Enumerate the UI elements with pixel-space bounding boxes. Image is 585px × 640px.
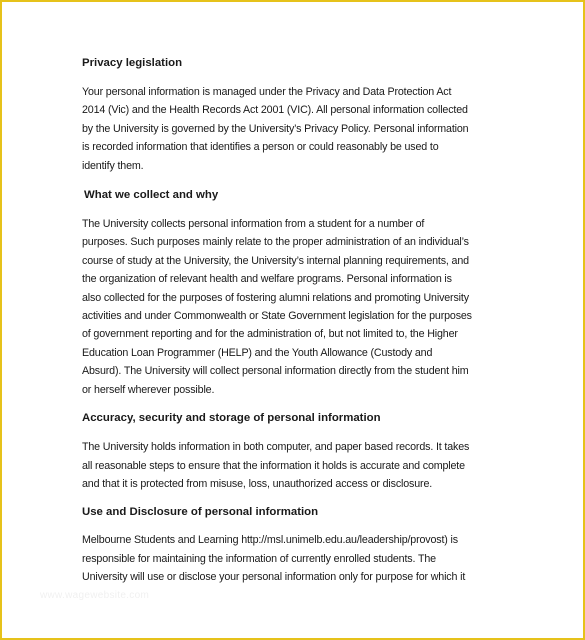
text-line: identify them. <box>82 159 144 172</box>
section-heading-what-we-collect: What we collect and why <box>84 189 219 202</box>
paragraph-privacy-legislation <box>82 83 492 175</box>
text-line: The University holds information in both computer, and paper based records. It takes <box>82 441 470 454</box>
text-line: by the University is governed by the University’s Privacy Policy. Personal information <box>82 122 469 135</box>
text-line: all reasonable steps to ensure that the information it holds is accurate and complete <box>82 459 465 472</box>
text-line: Education Loan Programmer (HELP) and the Youth Allowance (Custody and <box>82 346 433 359</box>
text-line: University will use or disclose your personal information only for purpose for which it <box>82 571 466 584</box>
section-heading-use-and-disclosure: Use and Disclosure of personal information <box>82 506 319 519</box>
text-line: purposes. Such purposes mainly relate to the proper administration of an individual’s <box>82 236 469 249</box>
text-line: responsible for maintaining the information of currently enrolled students. The <box>82 552 436 565</box>
text-line: Absurd). The University will collect personal information directly from the student him <box>82 365 469 378</box>
text-line: course of study at the University, the University’s internal planning requirements, and <box>82 254 469 267</box>
text-line: The University collects personal information from a student for a number of <box>82 218 425 231</box>
text-line: 2014 (Vic) and the Health Records Act 2001 (VIC). All personal information collected <box>82 104 468 117</box>
text-line: Your personal information is managed under the Privacy and Data Protection Act <box>82 86 452 98</box>
section-heading-accuracy-security: Accuracy, security and storage of personal information <box>82 412 381 425</box>
text-line: also collected for the purposes of fostering alumni relations and promoting University <box>82 291 469 304</box>
section-heading-privacy-legislation: Privacy legislation <box>82 57 183 69</box>
text-line: Melbourne Students and Learning http://msl.unimelb.edu.au/leadership/provost) is <box>82 534 458 547</box>
text-line: or herself wherever possible. <box>82 383 215 396</box>
text-line: the organization of relevant health and welfare programs. Personal information is <box>82 273 452 286</box>
paragraph-use-and-disclosure <box>82 531 492 586</box>
text-line: activities and under Commonwealth or State Government legislation for the purposes <box>82 310 472 323</box>
text-line: is recorded information that identifies a person or could reasonably be used to <box>82 141 439 154</box>
watermark: www.wagewebsite.com <box>40 590 150 601</box>
paragraph-accuracy-security <box>82 438 492 493</box>
document-body <box>82 54 492 587</box>
paragraph-what-we-collect <box>82 215 492 399</box>
text-line: and that it is protected from misuse, loss, unauthorized access or disclosure. <box>82 477 433 490</box>
text-line: of government reporting and for the administration of, but not limited to, the Higher <box>82 328 458 341</box>
